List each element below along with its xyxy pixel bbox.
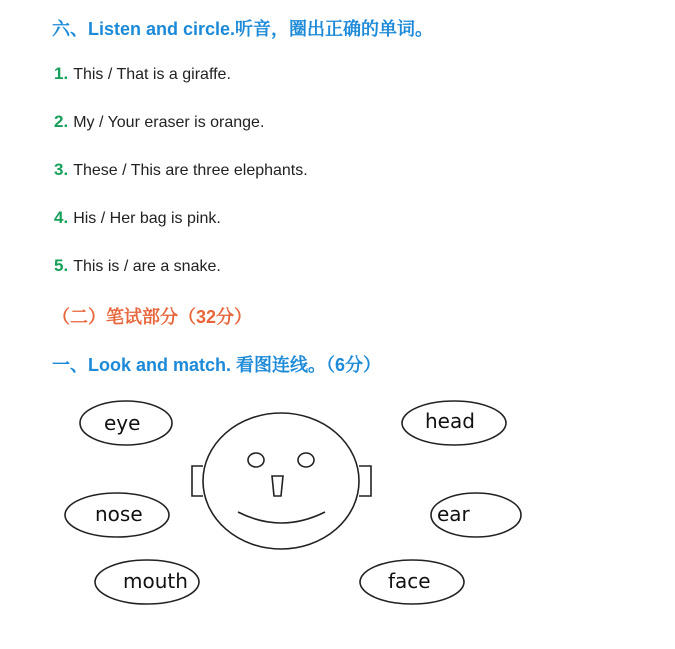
list-item <box>54 160 308 180</box>
word-head: head <box>425 409 475 433</box>
item-text: His / Her bag is pink. <box>73 210 221 227</box>
mouth-drawing <box>238 512 325 523</box>
section1-title: 一、Look and match. 看图连线。（6分） <box>52 355 382 375</box>
written-part-title: （二）笔试部分（32分） <box>52 307 253 327</box>
word-nose: nose <box>95 502 143 526</box>
left-ear-drawing <box>192 466 203 496</box>
item-number: 4. <box>54 208 69 227</box>
face-drawing <box>203 413 359 549</box>
item-number: 5. <box>54 256 69 275</box>
right-eye-drawing <box>298 453 314 467</box>
list-item <box>54 112 264 132</box>
list-item <box>54 64 231 84</box>
match-diagram <box>0 390 675 649</box>
word-eye: eye <box>104 411 141 435</box>
item-text: This / That is a giraffe. <box>73 66 231 83</box>
list-item <box>54 208 221 228</box>
word-face: face <box>388 569 431 593</box>
item-number: 1. <box>54 64 69 83</box>
word-mouth: mouth <box>123 569 188 593</box>
section6-title: 六、Listen and circle.听音，圈出正确的单词。 <box>52 19 434 39</box>
left-eye-drawing <box>248 453 264 467</box>
item-text: These / This are three elephants. <box>73 162 308 179</box>
nose-drawing <box>272 476 283 496</box>
right-ear-drawing <box>359 466 371 496</box>
item-number: 2. <box>54 112 69 131</box>
item-text: My / Your eraser is orange. <box>73 114 265 131</box>
item-number: 3. <box>54 160 69 179</box>
word-ear: ear <box>437 502 470 526</box>
item-text: This is / are a snake. <box>73 258 221 275</box>
list-item <box>54 256 221 276</box>
